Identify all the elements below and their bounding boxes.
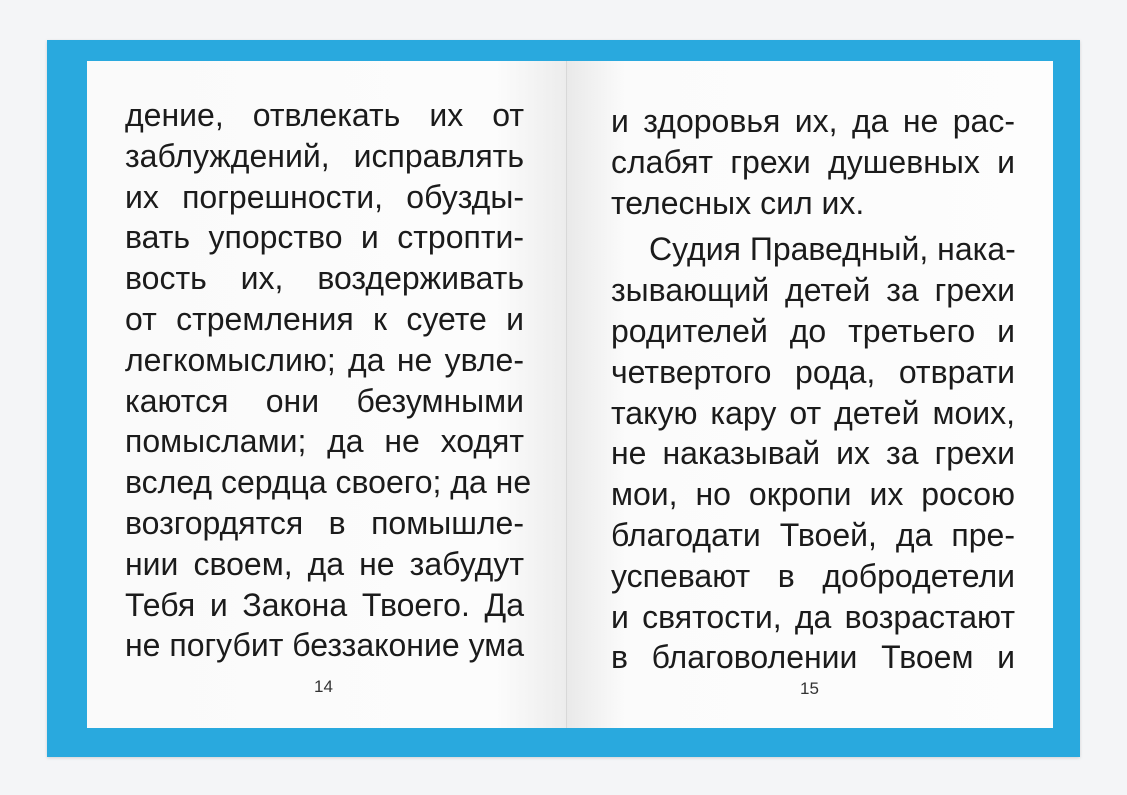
text-line: вслед сердца своего; да не bbox=[125, 464, 532, 501]
left-page bbox=[87, 61, 567, 728]
text-line: и здоровья их, да не рас- bbox=[611, 103, 1015, 139]
text-line: Тебя и Закона Твоего. Да bbox=[125, 586, 524, 623]
text-line: успевают в добродетели bbox=[611, 557, 1015, 594]
text-line: такую кару от детей моих, bbox=[611, 394, 1015, 431]
text-line: и святости, да возрастают bbox=[611, 598, 1015, 635]
text-line: в благоволении Твоем и bbox=[611, 639, 1015, 676]
right-page-text bbox=[611, 101, 1015, 678]
text-line: возгордятся в помышле- bbox=[125, 504, 524, 541]
text-line: Судия Праведный, нака- bbox=[649, 231, 1016, 268]
left-page-text bbox=[125, 95, 532, 666]
text-line: четвертого рода, отврати bbox=[611, 353, 1015, 390]
text-line: зывающий детей за грехи bbox=[611, 272, 1015, 309]
text-line: от стремления к суете и bbox=[125, 300, 524, 337]
text-line: мои, но окропи их росою bbox=[611, 476, 1015, 513]
text-line: слабят грехи душевных и bbox=[611, 143, 1015, 180]
text-line: не наказывай их за грехи bbox=[611, 435, 1015, 472]
text-line: вость их, воздерживать bbox=[125, 260, 524, 297]
page-number-left: 14 bbox=[314, 677, 333, 696]
text-line: дение, отвлекать их от bbox=[125, 97, 524, 133]
text-line: не погубит беззаконие ума bbox=[125, 627, 524, 664]
right-page bbox=[567, 61, 1053, 728]
text-line: каются они безумными bbox=[125, 382, 524, 419]
text-line: нии своем, да не забудут bbox=[125, 545, 524, 582]
text-line: заблуждений, исправлять bbox=[125, 137, 524, 174]
text-line: благодати Твоей, да пре- bbox=[611, 516, 1015, 553]
text-line: легкомыслию; да не увле- bbox=[125, 341, 524, 378]
text-line: родителей до третьего и bbox=[611, 312, 1015, 349]
text-line: помыслами; да не ходят bbox=[125, 423, 524, 460]
text-line: вать упорство и стропти- bbox=[125, 219, 524, 256]
text-line: их погрешности, обузды- bbox=[125, 178, 524, 215]
page-number-right: 15 bbox=[800, 679, 819, 698]
text-line: телесных сил их. bbox=[611, 184, 865, 221]
